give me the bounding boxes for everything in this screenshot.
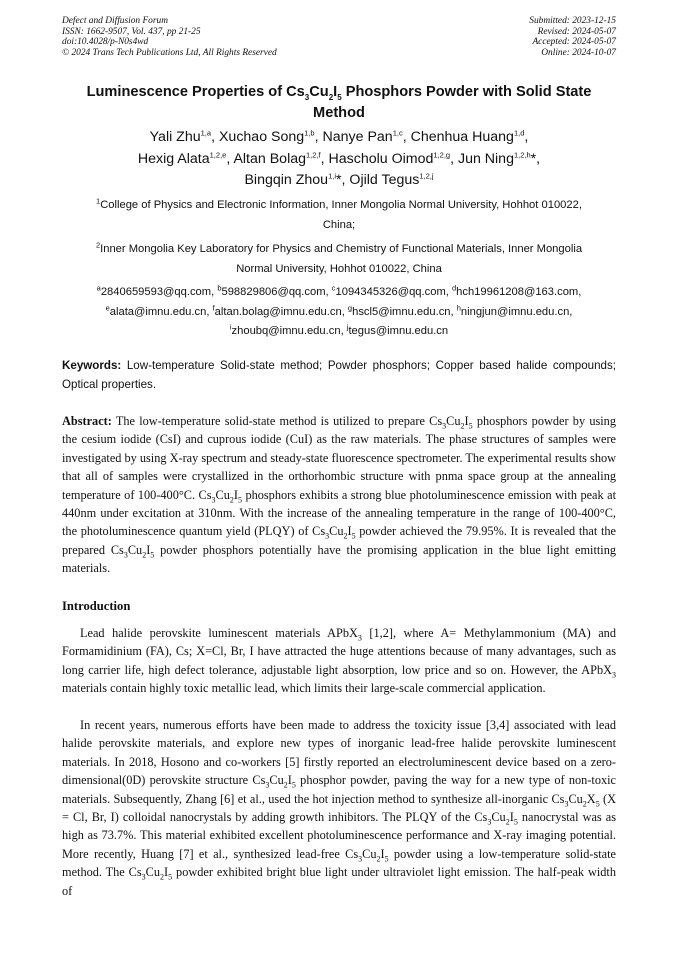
email[interactable]: $^d$hch19961208@163.com,: [451, 283, 582, 298]
abstract-label: Abstract:: [62, 414, 112, 428]
author: Ojild Tegus$^{1,2,j}$: [349, 171, 434, 188]
email[interactable]: $^h$ningjun@imnu.edu.cn,: [456, 302, 573, 318]
journal-info: [62, 16, 277, 58]
author: Altan Bolag$^{1,2,f}$,: [233, 149, 329, 167]
affiliation-2: $^2$Inner Mongolia Key Laboratory for Physics and Chemistry of Functional Materials, Inner Mongolia Normal University, Hohhot 010022, China: [95, 240, 583, 275]
author-emails: [62, 283, 616, 342]
keywords-text: Low-temperature Solid-state method; Powder phosphors; Copper based halide compounds; Optical properties.: [62, 359, 616, 391]
copyright: © 2024 Trans Tech Publications Ltd, All Rights Reserved: [62, 47, 277, 58]
email[interactable]: $^f$altan.bolag@imnu.edu.cn,: [212, 302, 348, 318]
revised-date: Revised: 2024-05-07: [537, 26, 616, 37]
journal-name: Defect and Diffusion Forum: [62, 16, 168, 26]
publication-dates: [529, 16, 616, 58]
submitted-date: Submitted: 2023-12-15: [529, 16, 616, 26]
issn: ISSN: 1662-9507, Vol. 437, pp 21-25: [62, 26, 201, 37]
keywords-label: Keywords:: [62, 359, 122, 372]
author: Jun Ning$^{1,2,h}$*,: [457, 149, 541, 167]
email[interactable]: $^e$alata@imnu.edu.cn,: [105, 302, 213, 318]
author: Chenhua Huang$^{1,d}$,: [410, 128, 529, 145]
author: Xuchao Song$^{1,b}$,: [218, 128, 323, 145]
author: Bingqin Zhou$^{1,i}$*,: [244, 171, 350, 188]
author: Yali Zhu$^{1,a}$,: [149, 128, 219, 145]
email[interactable]: $^b$598829806@qq.com,: [217, 283, 332, 298]
paper-title: Luminescence Properties of $Cs_3Cu_2I_5$ Phosphors Powder with Solid State Method: [86, 84, 592, 121]
introduction-heading: Introduction: [62, 599, 131, 613]
email[interactable]: $^i$zhoubq@imnu.edu.cn,: [229, 322, 347, 337]
affiliation-1: $^1$College of Physics and Electronic Information, Inner Mongolia Normal University, Hohhot 010022, China;: [96, 196, 582, 231]
email[interactable]: $^g$hscl5@imnu.edu.cn,: [347, 302, 457, 318]
author: Hexig Alata$^{1,2,e}$,: [137, 149, 234, 167]
intro-paragraph-2: In recent years, numerous efforts have been made to address the toxicity issue [3,4] associated with lead halide perovskite materials, and explore new types of inorganic lead-free halide perovskite luminescent materials. In 2018, Hosono and co-workers [5] firstly reported an electroluminescent device based on a zero-dimensional(0D) perovskite structure $Cs_3Cu_2I_5$ phosphor powder, paving the way for a new type of non-toxic materials. Subsequently, Zhang [6] et al., used the hot injection method to synthesize all-inorganic $Cs_3Cu_2X_5$ (X = Cl, Br, I) colloidal nanocrystals by adding growth inhibitors. The PLQY of the $Cs_3Cu_2I_5$ nanocrystal was as high as 73.7%. This material exhibited excellent photoluminescence performance and X-ray imaging potential. More recently, Huang [7] et al., synthesized lead-free $Cs_3Cu_2I_5$ powder using a low-temperature solid-state method. The $Cs_3Cu_2I_5$ powder exhibited bright blue light under ultraviolet light emission. The half-peak width of: [62, 718, 617, 898]
author: Nanye Pan$^{1,c}$,: [322, 128, 411, 145]
keywords-section: [62, 356, 616, 394]
email[interactable]: $^a$2840659593@qq.com,: [96, 283, 218, 298]
author-list: [62, 127, 616, 192]
online-date: Online: 2024-10-07: [541, 47, 616, 58]
abstract-section: Abstract: The low-temperature solid-state method is utilized to prepare $Cs_3Cu_2I_5$ phosphors powder by using the cesium iodide (CsI) and cuprous iodide (CuI) as the raw materials. The phase structures of samples were investigated by using X-ray spectrum and steady-state fluorescence spectrometer. The experimental results show that all of samples were crystallized in the orthorhombic structure with pnma space group at the annealing temperature of 100-400°C. $Cs_3Cu_2I_5$ phosphors exhibits a strong blue photoluminescence emission with peak at 440nm under excitation at 310nm. With the increase of the annealing temperature in the range of 100-400°C, the photoluminescence quantum yield (PLQY) of $Cs_3Cu_2I_5$ powder achieved the 79.95%. It is revealed that the prepared $Cs_3Cu_2I_5$ powder phosphors potentially have the promising application in the blue light emitting materials.: [62, 414, 617, 576]
accepted-date: Accepted: 2024-05-07: [532, 37, 616, 48]
email[interactable]: $^j$tegus@imnu.edu.cn: [346, 322, 449, 337]
email[interactable]: $^c$1094345326@qq.com,: [331, 283, 452, 298]
intro-paragraph-1: Lead halide perovskite luminescent materials APbX$_3$ [1,2], where A= Methylammonium (MA) and Formamidinium (FA), Cs; X=Cl, Br, I have attracted the huge attentions because of many advantages, such as long carrier life, high defect tolerance, adjustable light absorption, low price and so on. However, the APbX$_3$ materials contain highly toxic metallic lead, which limits their large-scale commercial application.: [62, 626, 616, 696]
author: Hascholu Oimod$^{1,2,g}$,: [328, 149, 458, 167]
doi: doi:10.4028/p-N0s4wd: [62, 37, 149, 48]
